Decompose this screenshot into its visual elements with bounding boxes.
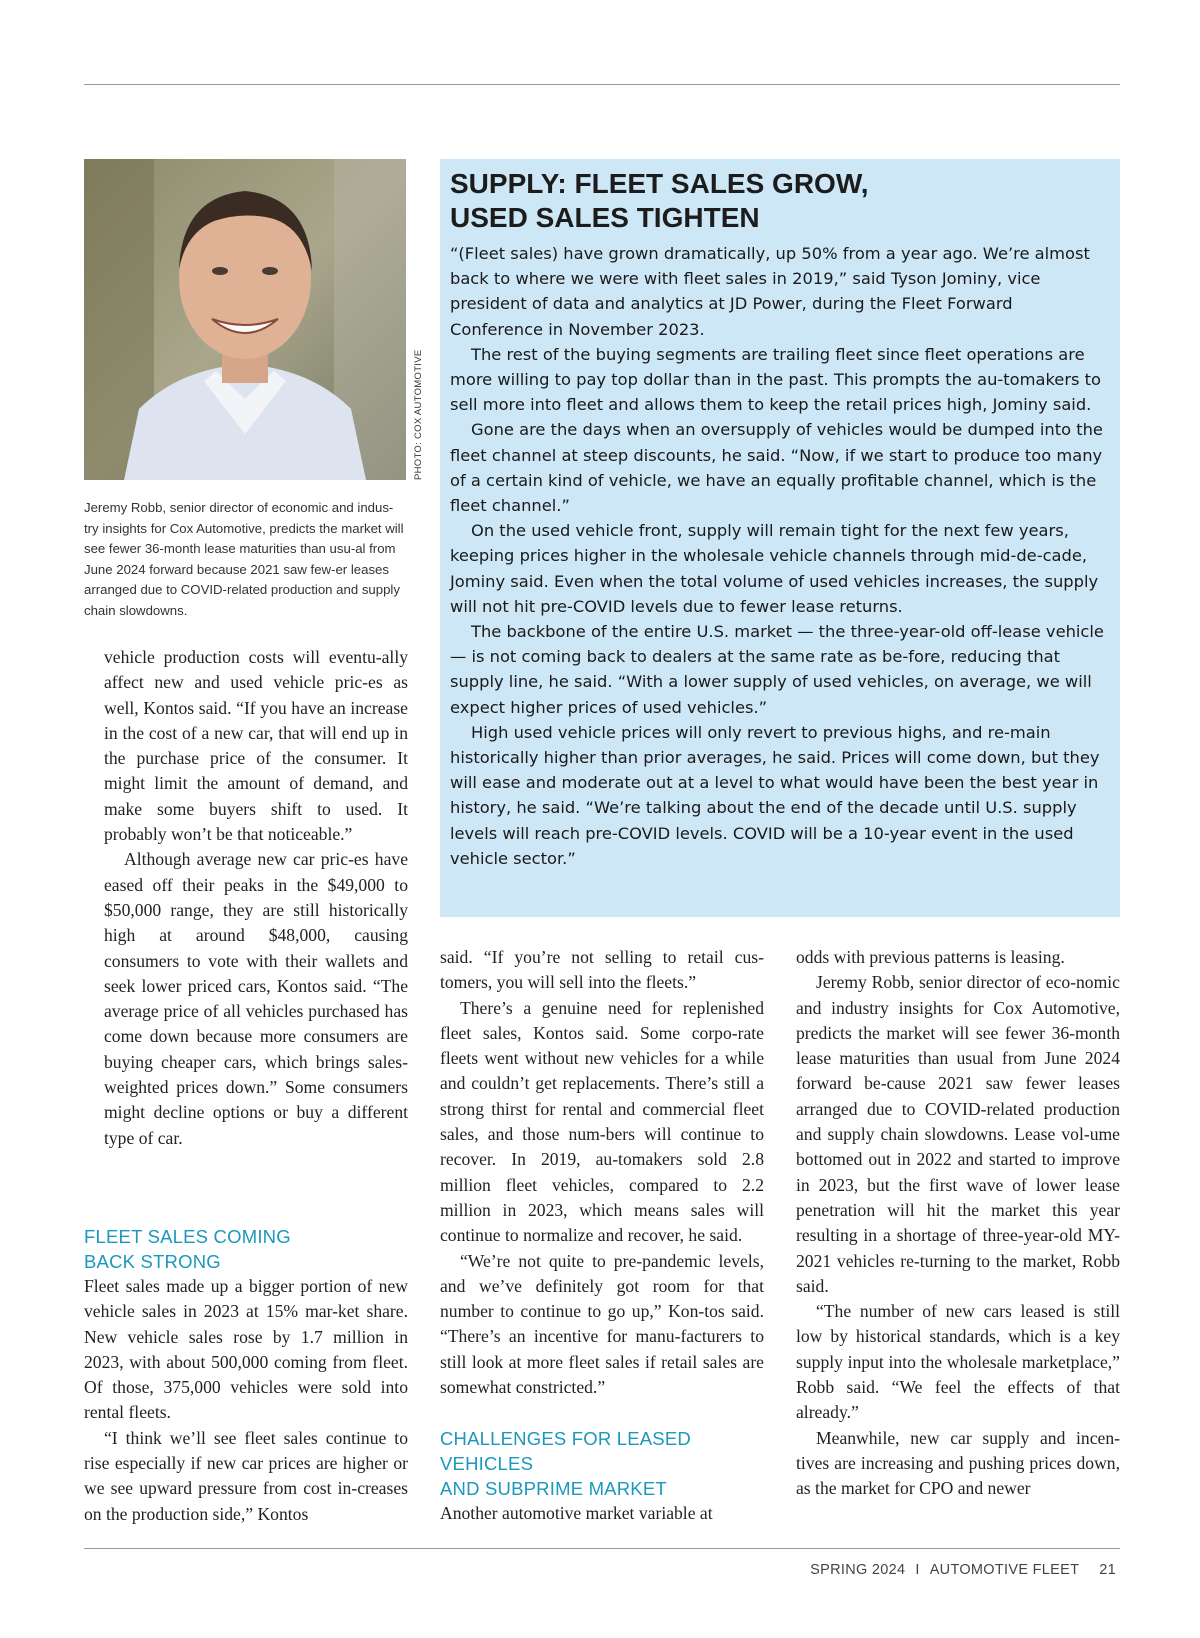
body-paragraph: “We’re not quite to pre-pandemic levels, and we’ve definitely got room for that number to continue to go up,” Kon-tos said. “There’s an incentive for manu-facturers to still look at more fleet sales if retail sales are somewhat constricted.” (440, 1250, 764, 1398)
footer-issue: SPRING 2024 (810, 1562, 906, 1578)
body-paragraph: Meanwhile, new car supply and incen-tives are increasing and pushing prices down, as the market for CPO and newer (796, 1427, 1120, 1499)
body-paragraph: “The number of new cars leased is still low by historical standards, which is a key supply input into the wholesale marketplace,” Robb said. “We feel the effects of that already.” (796, 1301, 1120, 1423)
body-paragraph: Fleet sales made up a bigger portion of new vehicle sales in 2023 at 15% mar-ket share. New vehicle sales rose by 1.7 million in 2023, with about 500,000 coming from fleet. Of those, 375,000 vehicles were sold into rental fleets. (84, 1276, 408, 1423)
page-footer (810, 1562, 1116, 1578)
page-number: 21 (1099, 1562, 1116, 1578)
portrait-photo (84, 159, 406, 480)
sidebar-paragraph: High used vehicle prices will only revert to previous highs, and re-main historically higher than prior averages, he said. Prices will come down, but they will ease and moderate out at a level to what would have been the best year in history, he said. “We’re talking about the end of the decade until U.S. supply levels will reach pre-COVID levels. COVID will be a 10-year event in the used vehicle sector.” (450, 722, 1100, 868)
body-paragraph: vehicle production costs will eventu-ally affect new and used vehicle pric-es as well, Kontos said. “If you have an increase in the cost of a new car, that will end up in the purchase price of the consumer. It might limit the amount of demand, and make some buyers shift to used. It probably won’t be that noticeable.” (104, 647, 408, 845)
body-paragraph: Although average new car pric-es have eased off their peaks in the $49,000 to $50,000 range, they are still historically high at around $48,000, causing consumers to vote with their wallets and seek lower priced cars, Kontos said. “The average price of all vehicles purchased has come down because more consumers are buying cheaper cars, which brings sales-weighted prices down.” Some consumers might decline options or buy a different type of car. (104, 849, 408, 1148)
body-paragraph: There’s a genuine need for replenished fleet sales, Kontos said. Some corpo-rate fleets went without new vehicles for a while and couldn’t get replacements. There’s still a strong thirst for rental and commercial fleet sales, and those num-bers will continue to recover. In 2019, au-tomakers sold 2.8 million fleet vehicles, compared to 2.2 million in 2023, which means sales will continue to normalize and recover, he said. (440, 997, 764, 1246)
footer-separator: I (915, 1562, 920, 1578)
top-rule (84, 84, 1120, 85)
sidebar-paragraph: The backbone of the entire U.S. market — the three-year-old off-lease vehicle — is not coming back to dealers at the same rate as be-fore, reducing that supply line, he said. “With a lower supply of used vehicles, on average, we will expect higher prices of used vehicles.” (450, 622, 1104, 717)
column-2 (440, 945, 764, 1527)
body-paragraph: said. “If you’re not selling to retail cus-tomers, you will sell into the fleets.” (440, 947, 764, 993)
body-paragraph: Jeremy Robb, senior director of eco-nomic and industry insights for Cox Automotive, predicts the market will see fewer 36-month lease maturities than usual from June 2024 forward be-cause 2021 saw fewer leases arranged due to COVID-related production and supply chain slowdowns. Lease vol-ume bottomed out in 2022 and started to improve in 2023, but the first wave of lower lease penetration will hit the market this year resulting in a shortage of three-year-old MY-2021 vehicles re-turning to the market, Robb said. (796, 972, 1120, 1296)
sidebar-paragraph: The rest of the buying segments are trailing fleet since fleet operations are more willing to pay top dollar than in the past. This prompts the au-tomakers to sell more into fleet and allows them to keep the retail prices high, Jominy said. (450, 344, 1102, 415)
column-3 (796, 945, 1120, 1502)
section-heading-leased-vehicles: CHALLENGES FOR LEASED VEHICLES AND SUBPRIME MARKET (440, 1428, 691, 1500)
sidebar-paragraph: “(Fleet sales) have grown dramatically, up 50% from a year ago. We’re almost back to where we were with fleet sales in 2019,” said Tyson Jominy, vice president of data and analytics at JD Power, during the Fleet Forward Conference in November 2023. (450, 244, 1090, 339)
column-1-lower (84, 1224, 408, 1527)
sidebar-paragraph: On the used vehicle front, supply will remain tight for the next few years, keeping prices higher in the wholesale vehicle channels through mid-de-cade, Jominy said. Even when the total volume of used vehicles increases, the supply will not hit pre-COVID levels due to fewer lease returns. (450, 521, 1099, 616)
sidebar-title (450, 167, 1104, 235)
bottom-rule (84, 1548, 1120, 1549)
body-paragraph: Another automotive market variable at (440, 1503, 713, 1524)
body-paragraph: odds with previous patterns is leasing. (796, 947, 1065, 967)
sidebar-paragraph: Gone are the days when an oversupply of vehicles would be dumped into the fleet channel at steep discounts, he said. “Now, if we start to produce too many of a certain kind of vehicle, we have an equally profitable channel, which is the fleet channel.” (450, 420, 1103, 516)
sidebar-title-line2: USED SALES TIGHTEN (450, 202, 760, 233)
photo-caption: Jeremy Robb, senior director of economic and indus-try insights for Cox Automotive, predicts the market will see fewer 36-month lease maturities than usu-al from June 2024 forward because 2021 saw few-er leases arranged due to COVID-related production and supply chain slowdowns. (84, 500, 404, 618)
body-paragraph: “I think we’ll see fleet sales continue to rise especially if new car prices are higher or we see upward pressure from cost in-creases on the production side,” Kontos (84, 1427, 408, 1524)
sidebar-title-line1: SUPPLY: FLEET SALES GROW, (450, 168, 869, 199)
footer-magazine: AUTOMOTIVE FLEET (929, 1562, 1080, 1578)
section-heading-fleet-sales: FLEET SALES COMING BACK STRONG (84, 1226, 291, 1272)
sidebar-box (440, 159, 1120, 917)
column-1-upper (104, 645, 408, 1151)
